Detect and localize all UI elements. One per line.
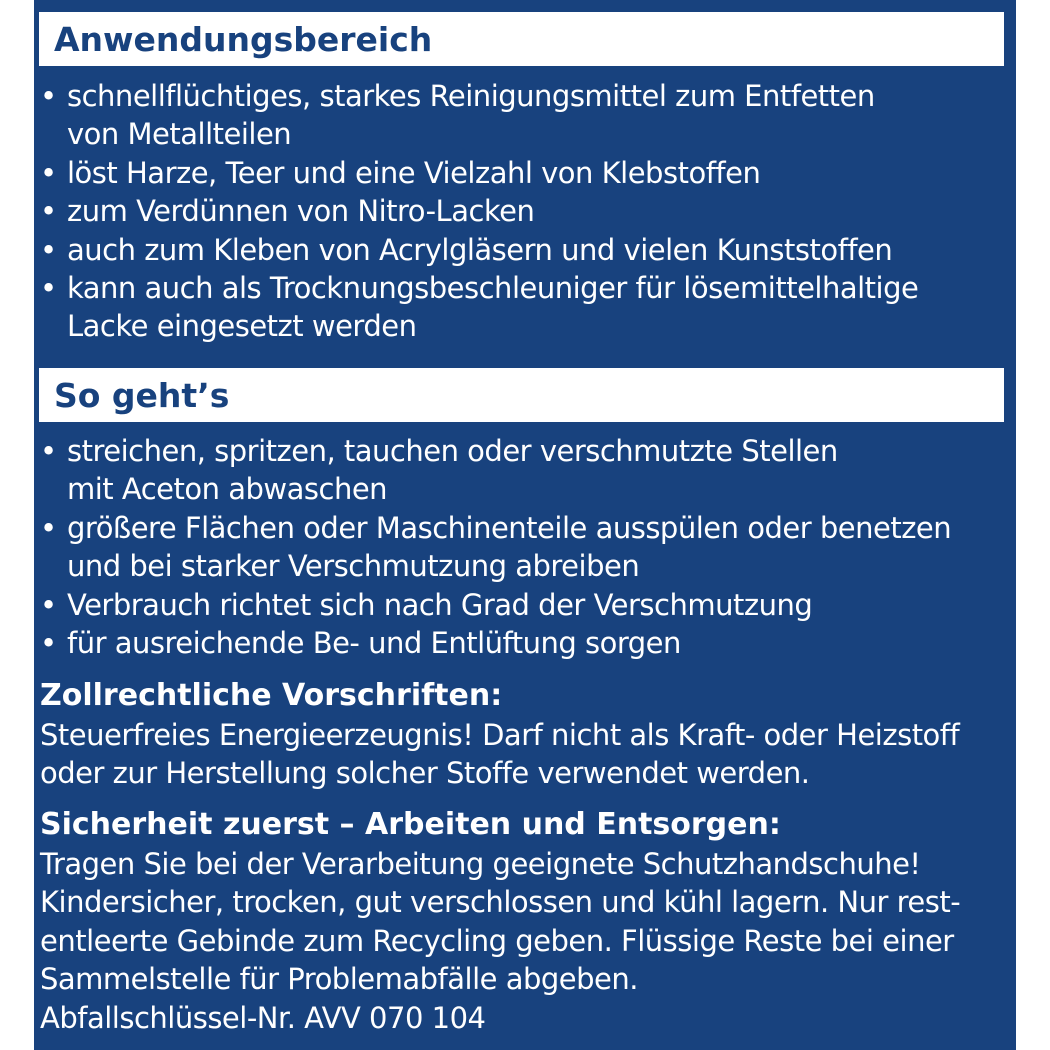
paragraph-line: oder zur Herstellung solcher Stoffe verwendet werden. xyxy=(40,756,810,791)
list-item-text: größere Flächen oder Maschinenteile ausspülen oder benetzen xyxy=(67,510,952,545)
bullet-icon: • xyxy=(40,271,57,306)
sicherheit-paragraph xyxy=(40,845,960,1037)
paragraph-line: Tragen Sie bei der Verarbeitung geeignete Schutzhandschuhe! xyxy=(40,847,921,881)
section-title-so-gehts: So geht’s xyxy=(39,368,1004,422)
heading-zollrechtliche-vorschriften: Zollrechtliche Vorschriften: xyxy=(40,678,503,713)
list-item xyxy=(40,269,918,346)
bullet-icon: • xyxy=(40,626,57,661)
list-item-text: auch zum Kleben von Acrylgläsern und vielen Kunststoffen xyxy=(67,232,893,267)
bullet-icon: • xyxy=(40,434,57,468)
sogehts-list xyxy=(40,432,951,662)
paragraph-line: Abfallschlüssel-Nr. AVV 070 104 xyxy=(40,1000,486,1035)
list-item xyxy=(40,77,918,154)
heading-sicherheit-zuerst: Sicherheit zuerst – Arbeiten und Entsorgen: xyxy=(40,807,781,842)
paragraph-line: Kindersicher, trocken, gut verschlossen und kühl lagern. Nur rest- xyxy=(40,885,961,920)
list-item xyxy=(40,154,918,192)
list-item-text: und bei starker Verschmutzung abreiben xyxy=(67,549,640,584)
list-item-text: kann auch als Trocknungsbeschleuniger für lösemittelhaltige xyxy=(67,271,919,306)
anwendung-list xyxy=(40,77,918,346)
bullet-icon: • xyxy=(40,194,57,229)
list-item-text: von Metallteilen xyxy=(67,117,292,152)
section-title-anwendungsbereich: Anwendungsbereich xyxy=(39,12,1004,66)
list-item xyxy=(40,231,918,269)
list-item-text: zum Verdünnen von Nitro-Lacken xyxy=(67,194,535,229)
list-item-text: für ausreichende Be- und Entlüftung sorgen xyxy=(67,626,681,661)
list-item-text: schnellflüchtiges, starkes Reinigungsmittel zum Entfetten xyxy=(67,79,875,113)
bullet-icon: • xyxy=(40,510,57,545)
list-item xyxy=(40,624,951,662)
paragraph-line: entleerte Gebinde zum Recycling geben. Flüssige Reste bei einer xyxy=(40,923,954,958)
list-item-text: löst Harze, Teer und eine Vielzahl von Klebstoffen xyxy=(67,155,761,190)
list-item xyxy=(40,192,918,230)
paragraph-line: Steuerfreies Energieerzeugnis! Darf nicht als Kraft- oder Heizstoff xyxy=(40,718,960,752)
zoll-paragraph xyxy=(40,716,959,793)
list-item-text: streichen, spritzen, tauchen oder verschmutzte Stellen xyxy=(67,434,838,468)
paragraph-line: Sammelstelle für Problemabfälle abgeben. xyxy=(40,962,638,997)
product-label-panel xyxy=(34,0,1016,1050)
list-item-text: mit Aceton abwaschen xyxy=(67,472,388,507)
bullet-icon: • xyxy=(40,79,57,113)
bullet-icon: • xyxy=(40,587,57,622)
bullet-icon: • xyxy=(40,155,57,190)
list-item-text: Lacke eingesetzt werden xyxy=(67,309,417,344)
bullet-icon: • xyxy=(40,232,57,267)
list-item xyxy=(40,509,951,586)
list-item-text: Verbrauch richtet sich nach Grad der Verschmutzung xyxy=(67,587,813,622)
list-item xyxy=(40,586,951,624)
list-item xyxy=(40,432,951,509)
